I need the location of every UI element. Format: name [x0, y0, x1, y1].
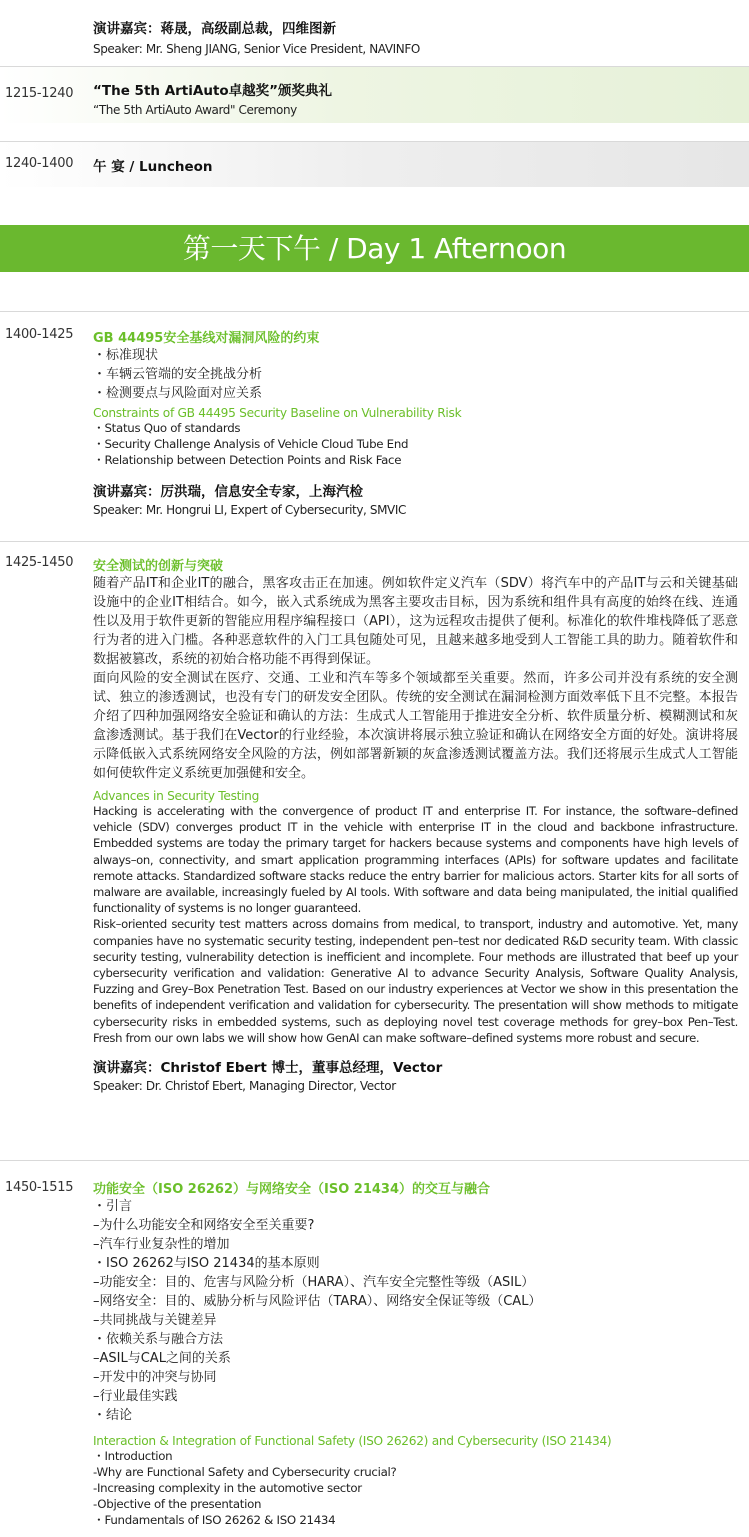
list-item: ・标准现状 [93, 348, 159, 363]
session1-time: 1400-1425 [5, 327, 74, 342]
list-item: ・检测要点与风险面对应关系 [93, 386, 263, 401]
award-title-zh: “The 5th ArtiAuto卓越奖”颁奖典礼 [93, 83, 333, 99]
award-content [93, 79, 738, 117]
session1-speaker-zh: 演讲嘉宾：厉洪瑞，信息安全专家，上海汽检 [93, 484, 363, 500]
top-speaker-zh: 演讲嘉宾：蒋晟，高级副总裁，四维图新 [93, 21, 336, 37]
list-item: ・依赖关系与融合方法 [93, 1332, 224, 1347]
list-item: –汽车行业复杂性的增加 [93, 1237, 230, 1252]
top-speaker-en: Speaker: Mr. Sheng JIANG, Senior Vice President, NAVINFO [93, 42, 420, 56]
session2-paragraph-zh-1: 随着产品IT和企业IT的融合，黑客攻击正在加速。例如软件定义汽车（SDV）将汽车中的产品IT与云和关键基础设施中的企业IT相结合。如今，嵌入式系统成为黑客主要攻击目标，因为系统和组件具有高度的始终在线、连通性以及用于软件更新的智能应用程序编程接口（API），这为远程攻击提供了便利。标准化的软件堆栈降低了恶意行为者的进入门槛。各种恶意软件的入门工具包随处可见，且越来越多地受到人工智能工具的助力。随着软件和数据被篡改，系统的初始合格功能不再得到保证。 [93, 576, 738, 667]
award-time: 1215-1240 [5, 86, 74, 101]
list-item: -Increasing complexity in the automotive sector [93, 1481, 362, 1495]
divider [0, 311, 749, 312]
session3-title-en: Interaction & Integration of Functional Safety (ISO 26262) and Cybersecurity (ISO 21434) [93, 1434, 612, 1448]
lunch-content [93, 155, 738, 175]
session1-speaker-en: Speaker: Mr. Hongrui LI, Expert of Cybersecurity, SMVIC [93, 503, 406, 517]
list-item: ・Status Quo of standards [93, 421, 241, 435]
session2-speaker-zh: 演讲嘉宾：Christof Ebert 博士，董事总经理，Vector [93, 1060, 443, 1077]
list-item: ・引言 [93, 1199, 133, 1214]
list-item: ・ISO 26262与ISO 21434的基本原则 [93, 1256, 320, 1271]
list-item: ・Relationship between Detection Points and Risk Face [93, 453, 402, 467]
list-item: -Why are Functional Safety and Cybersecurity crucial? [93, 1465, 397, 1479]
session2-time: 1425-1450 [5, 555, 74, 570]
top-speaker [93, 17, 738, 56]
session1-title-zh: GB 44495安全基线对漏洞风险的约束 [93, 331, 320, 346]
session2-paragraph-en-1: Hacking is accelerating with the convergence of product IT and enterprise IT. For instance, the software–defined vehicle (SDV) converges product IT in the vehicle with enterprise IT in the cloud and backbone infrastructure. Embedded systems are today the primary target for hackers because systems and components have high levels of always–on, connectivity, and smart application programming interfaces (APIs) for software updates and facilitate remote attacks. Standardized software stacks reduce the entry barrier for malicious actors. Starter kits for all sorts of malware are available, increasingly fueled by AI tools. With software and data being manipulated, the initial qualified functionality of systems is no longer guaranteed. [93, 804, 738, 916]
session1-title-en: Constraints of GB 44495 Security Baseline on Vulnerability Risk [93, 406, 462, 420]
divider [0, 1160, 749, 1161]
session2-content [93, 555, 738, 1093]
day1-afternoon-banner: 第一天下午 / Day 1 Afternoon [0, 225, 749, 272]
divider [0, 541, 749, 542]
session2-title-en: Advances in Security Testing [93, 789, 260, 803]
list-item: ・Fundamentals of ISO 26262 & ISO 21434 [93, 1513, 336, 1527]
award-title-en: “The 5th ArtiAuto Award" Ceremony [93, 103, 297, 117]
session2-paragraph-en-2: Risk–oriented security test matters across domains from medical, to transport, industry and automotive. Yet, many companies have no systematic security testing, independent pen–test nor dedicated R&D security team. With classic security testing, vulnerability detection is inefficient and incomplete. Four methods are illustrated that beef up your cybersecurity verification and validation: Generative AI to advance Security Analysis, Software Quality Analysis, Fuzzing and Grey–Box Penetration Test. Based on our industry experiences at Vector we show in this presentation the benefits of independent verification and validation for cybersecurity. The presentation will show methods to mitigate cybersecurity risks in embedded systems, such as deploying novel test coverage methods for grey–box Pen–Test. Fresh from our own labs we will show how GenAI can make software–defined systems more robust and secure. [93, 917, 738, 1045]
lunch-label: 午 宴 / Luncheon [93, 159, 213, 175]
session1-content [93, 327, 738, 517]
list-item: –共同挑战与关键差异 [93, 1313, 217, 1328]
list-item: ・Introduction [93, 1449, 173, 1463]
list-item: –功能安全：目的、危害与风险分析（HARA）、汽车安全完整性等级（ASIL） [93, 1275, 535, 1290]
session2-title-zh: 安全测试的创新与突破 [93, 559, 224, 574]
list-item: -Objective of the presentation [93, 1497, 262, 1511]
session2-speaker-en: Speaker: Dr. Christof Ebert, Managing Director, Vector [93, 1079, 396, 1094]
list-item: –为什么功能安全和网络安全至关重要? [93, 1218, 315, 1233]
session3-title-zh: 功能安全（ISO 26262）与网络安全（ISO 21434）的交互与融合 [93, 1182, 491, 1197]
session3-content [93, 1178, 738, 1528]
session2-paragraph-zh-2: 面向风险的安全测试在医疗、交通、工业和汽车等多个领域都至关重要。然而，许多公司并没有系统的安全测试、独立的渗透测试，也没有专门的研发安全团队。传统的安全测试在漏洞检测方面效率低下且不完整。本报告介绍了四种加强网络安全验证和确认的方法：生成式人工智能用于推进安全分析、软件质量分析、模糊测试和灰盒渗透测试。基于我们在Vector的行业经验，本次演讲将展示独立验证和确认在网络安全方面的好处。演讲将展示降低嵌入式系统网络安全风险的方法，例如部署新颖的灰盒渗透测试覆盖方法。我们还将展示生成式人工智能如何使软件定义系统更加强健和安全。 [93, 671, 738, 781]
list-item: –网络安全：目的、威胁分析与风险评估（TARA）、网络安全保证等级（CAL） [93, 1294, 542, 1309]
session3-time: 1450-1515 [5, 1180, 74, 1195]
list-item: –开发中的冲突与协同 [93, 1370, 217, 1385]
lunch-time: 1240-1400 [5, 156, 74, 171]
list-item: ・结论 [93, 1408, 133, 1423]
list-item: –行业最佳实践 [93, 1389, 178, 1404]
list-item: ・车辆云管端的安全挑战分析 [93, 367, 263, 382]
list-item: ・Security Challenge Analysis of Vehicle Cloud Tube End [93, 437, 409, 451]
list-item: –ASIL与CAL之间的关系 [93, 1351, 231, 1366]
